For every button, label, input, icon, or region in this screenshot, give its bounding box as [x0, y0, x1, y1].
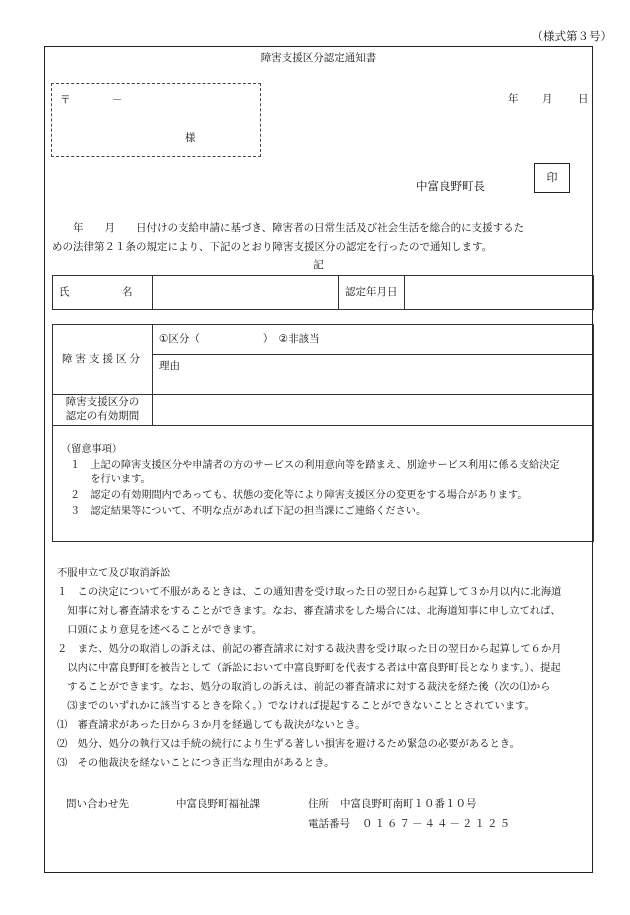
support-category-label: 障害支援区分: [53, 325, 153, 395]
appeal-line: １ この決定について不服があるときは、この通知書を受け取った日の翌日から起算して３か月以内に北海道: [57, 586, 562, 598]
name-value: [153, 276, 339, 310]
note-item: ２ 認定の有効期間内であっても、状態の変化等により障害支援区分の変更をする場合があります。: [70, 490, 528, 501]
support-category-table: [52, 324, 594, 426]
notes-heading: （留意事項）: [61, 444, 123, 455]
recipient-address-box: [51, 83, 261, 157]
appeal-condition: ⑶ その他裁決を経ないことにつき正当な理由があるとき。: [57, 757, 335, 769]
appeal-line: ⑶までのいずれかに該当するときを除く。）でなければ提起することができないこととされています。: [57, 700, 535, 712]
appeal-line: ２ また、処分の取消しの訴えは、前記の審査請求に対する裁決書を受け取った日の翌日から起算して６か月: [57, 643, 562, 655]
reason-label: 理由: [153, 355, 594, 395]
contact-department: 中富良野町福祉課: [176, 798, 260, 810]
notes-box: [52, 425, 594, 542]
contact-address-label: 住所: [308, 798, 329, 810]
appeal-condition: ⑵ 処分、処分の執行又は手続の続行により生ずる著しい損害を避けるため緊急の必要があるとき。: [57, 738, 520, 750]
date-year-label: 年: [508, 93, 519, 105]
support-category-options: ①区分（ ） ②非該当: [153, 325, 594, 355]
contact-address: 中富良野町南町１０番１０号: [340, 798, 477, 810]
document-title: 障害支援区分認定通知書: [260, 52, 377, 64]
date-day-label: 日: [578, 93, 589, 105]
postal-mark: 〒: [60, 94, 71, 106]
note-item: を行います。: [70, 474, 151, 485]
validity-period-label-line-2: 認定の有効期間: [65, 410, 140, 422]
contact-label: 問い合わせ先: [66, 798, 129, 810]
body-text-line-2: めの法律第２１条の規定により、下記のとおり障害支援区分の認定を行ったので通知します。: [52, 241, 493, 253]
contact-phone-label: 電話番号: [308, 818, 350, 830]
certification-date-value: [405, 276, 594, 310]
seal-stamp: 印: [534, 163, 570, 193]
certification-date-label: 認定年月日: [339, 276, 405, 310]
validity-period-label: [53, 395, 153, 426]
appeal-condition: ⑴ 審査請求があった日から３か月を経過しても裁決がないとき。: [57, 719, 366, 731]
issuer-name: 中富良野町長: [416, 179, 485, 193]
appeal-line: 知事に対し審査請求をすることができます。なお、審査請求をした場合には、北海道知事に申し立てれば、: [57, 605, 561, 617]
appeal-line: 以内に中富良野町を被告として（訴訟において中富良野町を代表する者は中富良野町長となります。）、提起: [57, 662, 561, 674]
name-label: 氏 名: [53, 276, 153, 310]
appeal-line: 口頭により意見を述べることができます。: [57, 624, 263, 636]
appeal-line: することができます。なお、処分の取消しの訴えは、前記の審査請求に対する裁決を経た後（次の⑴から: [57, 681, 551, 693]
validity-period-label-line-1: 障害支援区分の: [65, 396, 140, 409]
name-date-table: [52, 275, 594, 310]
postal-dash: －: [112, 94, 123, 106]
ki-heading: 記: [313, 259, 324, 271]
date-month-label: 月: [542, 93, 553, 105]
validity-period-value: [153, 395, 594, 426]
body-text-line-1: 年 月 日付けの支給申請に基づき、障害者の日常生活及び社会生活を総合的に支援するた: [52, 222, 525, 234]
note-item: １ 上記の障害支援区分や申請者の方のサービスの利用意向等を踏まえ、別途サービス利用に係る支給決定: [70, 460, 560, 471]
appeal-heading: 不服申立て及び取消訴訟: [57, 567, 171, 579]
honorific-sama: 様: [185, 132, 196, 144]
note-item: ３ 認定結果等について、不明な点があれば下記の担当課にご連絡ください。: [70, 506, 427, 517]
contact-phone: ０１６７－４４－２１２５: [362, 818, 512, 830]
form-number: （様式第３号）: [531, 29, 612, 43]
